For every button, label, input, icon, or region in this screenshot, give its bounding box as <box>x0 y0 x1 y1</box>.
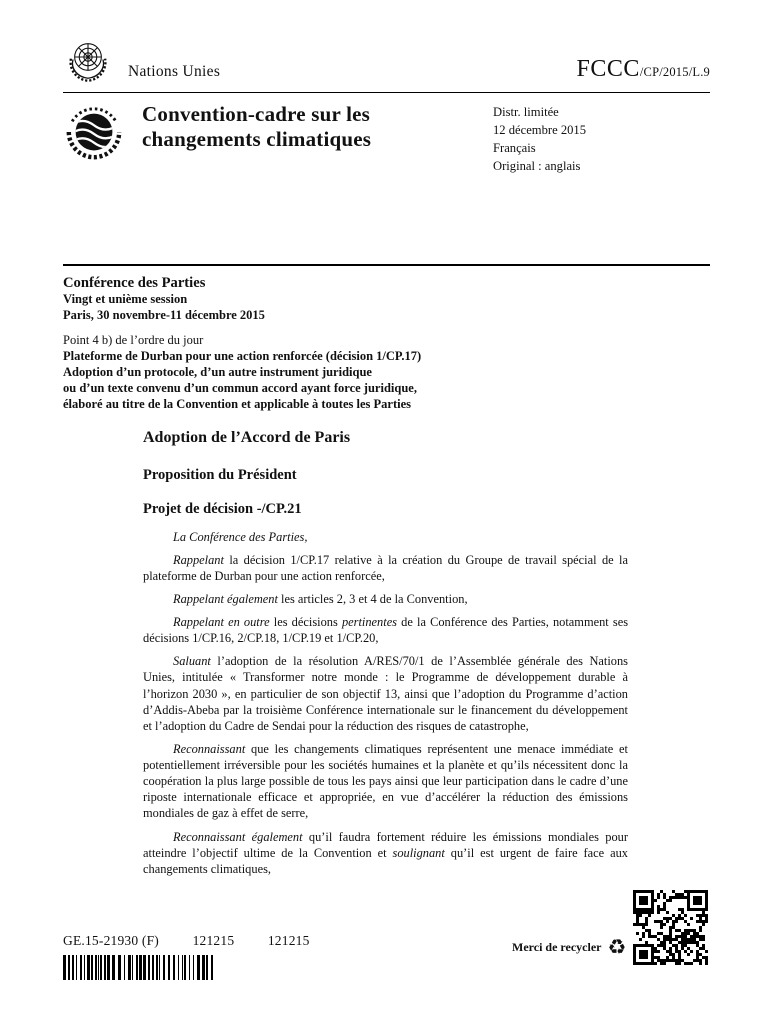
decision-heading: Projet de décision -/CP.21 <box>143 500 302 517</box>
decision-paragraph: La Conférence des Parties, <box>173 529 308 544</box>
document-symbol-main: FCCC <box>576 56 640 82</box>
distribution-block <box>493 102 710 176</box>
conference-name: Conférence des Parties <box>63 274 206 291</box>
session-venue-dates: Paris, 30 novembre-11 décembre 2015 <box>63 308 265 323</box>
date-stamp-2: 121215 <box>267 933 310 948</box>
decision-paragraph: Rappelant également les articles 2, 3 et 4 de la Convention, <box>173 591 468 606</box>
un-name-label: Nations Unies <box>128 63 221 80</box>
document-date: 12 décembre 2015 <box>493 122 587 137</box>
organization-title <box>142 102 480 151</box>
section-divider <box>63 264 710 266</box>
agenda-item: Point 4 b) de l’ordre du jour <box>63 333 204 348</box>
decision-paragraph: Rappelant en outre les décisions pertinentes de la Conférence des Parties, notamment ses décisions 1/CP.16, 2/CP.18, 1/CP.19 et 1/CP.20, <box>143 615 629 646</box>
date-stamp-1: 121215 <box>192 933 235 948</box>
document-code: GE.15-21930 (F) <box>63 933 159 948</box>
barcode <box>63 955 213 980</box>
qr-code <box>633 890 708 965</box>
recycle-label: Merci de recycler <box>512 940 602 954</box>
original-language: Original : anglais <box>493 158 581 173</box>
document-symbol <box>577 56 711 88</box>
document-subtitle: Proposition du Président <box>143 466 297 483</box>
un-emblem-icon <box>63 36 113 88</box>
agenda-title-line: élaboré au titre de la Convention et applicable à toutes les Parties <box>63 396 411 411</box>
unfccc-logo-icon <box>63 102 125 164</box>
session-number: Vingt et unième session <box>63 292 188 307</box>
decision-paragraph: Rappelant la décision 1/CP.17 relative à la création du Groupe de travail spécial de la plateforme de Durban pour une action renforcée, <box>143 552 628 583</box>
organization-title-line2: changements climatiques <box>142 126 372 151</box>
un-masthead-left <box>63 36 220 88</box>
un-masthead <box>63 36 710 88</box>
agenda-title-line: Plateforme de Durban pour une action renforcée (décision 1/CP.17) <box>63 349 422 364</box>
document-title: Adoption de l’Accord de Paris <box>143 428 351 446</box>
organization-title-line1: Convention-cadre sur les <box>142 102 371 126</box>
decision-paragraphs <box>143 529 628 877</box>
agenda-title-line: ou d’un texte convenu d’un commun accord ayant force juridique, <box>63 380 417 395</box>
masthead-divider <box>63 92 710 93</box>
session-block <box>63 274 710 413</box>
document-body <box>143 429 628 877</box>
document-language: Français <box>493 140 536 155</box>
footer-reference <box>63 933 310 949</box>
decision-paragraph: Saluant l’adoption de la résolution A/RES/70/1 de l’Assemblée générale des Nations Unies, intitulée « Transformer notre monde : le Programme de développement durable à l’horizon 2030 », en particulier de son objectif 13, ainsi que l’adoption du Programme d’action d’Addis-Abeba par la troisième Conférence internationale sur le financement du développement et l’adoption du Cadre de Sendai pour la réduction des risques de catastrophe, <box>143 654 628 733</box>
organization-masthead <box>63 102 710 176</box>
document-page <box>0 36 768 1030</box>
recycle-note <box>512 937 626 958</box>
recycle-icon: ♻ <box>607 935 627 959</box>
document-symbol-suffix: /CP/2015/L.9 <box>639 65 710 79</box>
decision-paragraph: Reconnaissant que les changements climatiques représentent une menace immédiate et potentiellement irréversible pour les sociétés humaines et la planète et qu’ils nécessitent donc la coopération la plus large possible de tous les pays ainsi que leur participation dans le cadre d’une riposte internationale efficace et appropriée, en vue d’accélérer la réduction des émissions mondiales de gaz à effet de serre, <box>143 741 628 821</box>
distribution-type: Distr. limitée <box>493 105 559 119</box>
agenda-title-line: Adoption d’un protocole, d’un autre instrument juridique <box>63 364 372 379</box>
decision-paragraph: Reconnaissant également qu’il faudra fortement réduire les émissions mondiales pour atteindre l’objectif ultime de la Convention et soulignant qu’il est urgent de faire face aux changements climatiques, <box>143 829 629 876</box>
